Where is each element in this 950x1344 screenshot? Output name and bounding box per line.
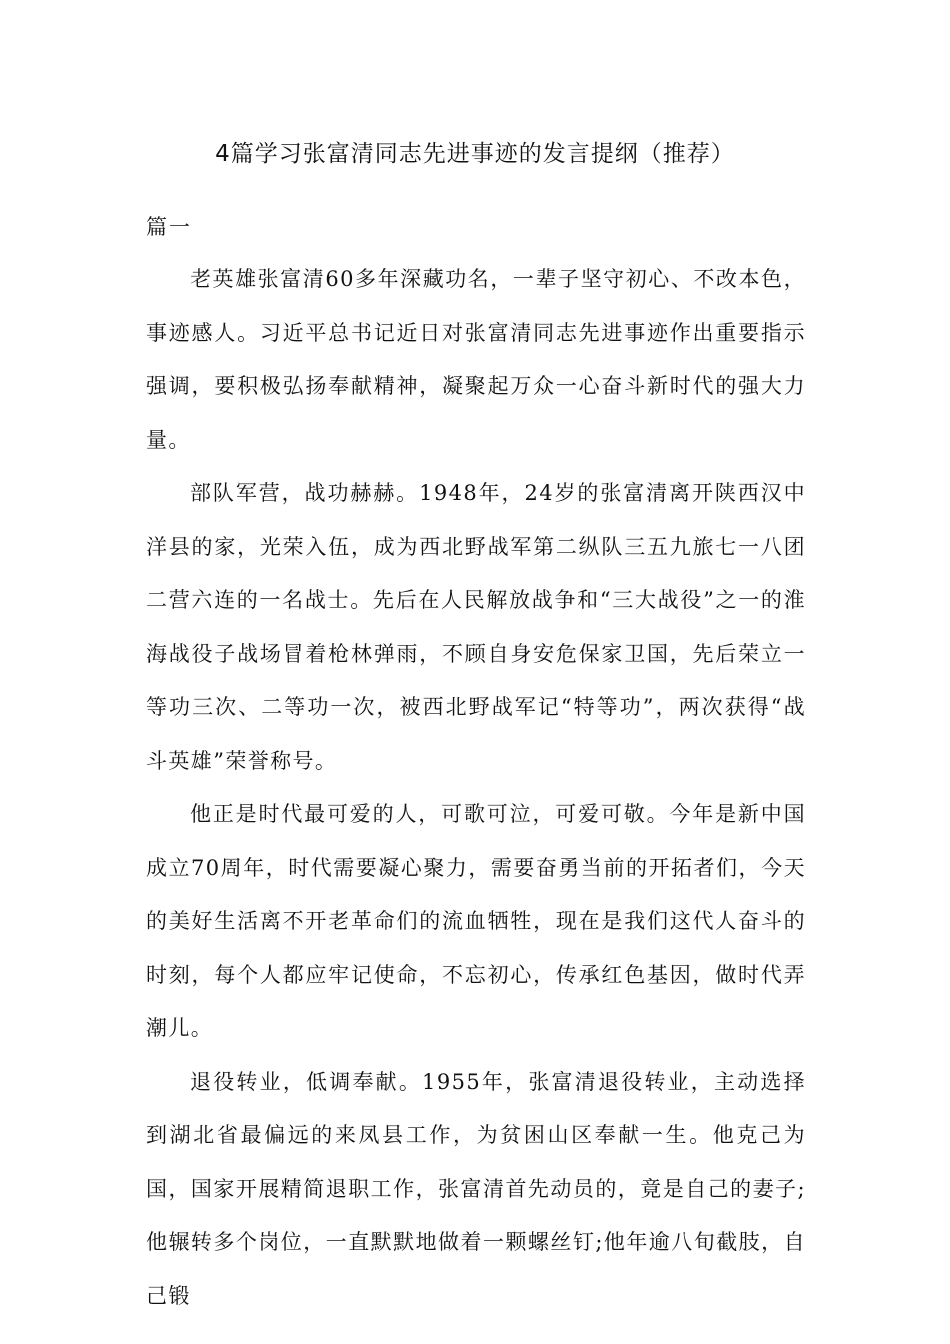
paragraph-2: 部队军营，战功赫赫。1948年，24岁的张富清离开陕西汉中洋县的家，光荣入伍，成为西北野战军第二纵队三五九旅七一八团二营六连的一名战士。先后在人民解放战争和“三大战役”之一的淮海战役子战场冒着枪林弹雨，不顾自身安危保家卫国，先后荣立一等功三次、二等功一次，被西北野战军记“特等功”，两次获得“战斗英雄”荣誉称号。 <box>146 481 806 773</box>
paragraph-4: 退役转业，低调奉献。1955年，张富清退役转业，主动选择到湖北省最偏远的来凤县工作，为贫困山区奉献一生。他克己为国，国家开展精简退职工作，张富清首先动员的，竟是自己的妻子;他辗转多个岗位，一直默默地做着一颗螺丝钉;他年逾八旬截肢，自己锻 <box>146 1069 806 1308</box>
paragraph-3: 他正是时代最可爱的人，可歌可泣，可爱可敬。今年是新中国成立70周年，时代需要凝心聚力，需要奋勇当前的开拓者们，今天的美好生活离不开老革命们的流血牺牲，现在是我们这代人奋斗的时刻，每个人都应牢记使命，不忘初心，传承红色基因，做时代弄潮儿。 <box>146 802 806 1040</box>
section-label: 篇一 <box>146 215 192 239</box>
document-title: 4篇学习张富清同志先进事迹的发言提纲（推荐） <box>215 141 735 167</box>
document-body <box>146 253 806 1323</box>
paragraph-1: 老英雄张富清60多年深藏功名，一辈子坚守初心、不改本色，事迹感人。习近平总书记近日对张富清同志先进事迹作出重要指示强调，要积极弘扬奉献精神，凝聚起万众一心奋斗新时代的强大力量。 <box>146 267 806 452</box>
